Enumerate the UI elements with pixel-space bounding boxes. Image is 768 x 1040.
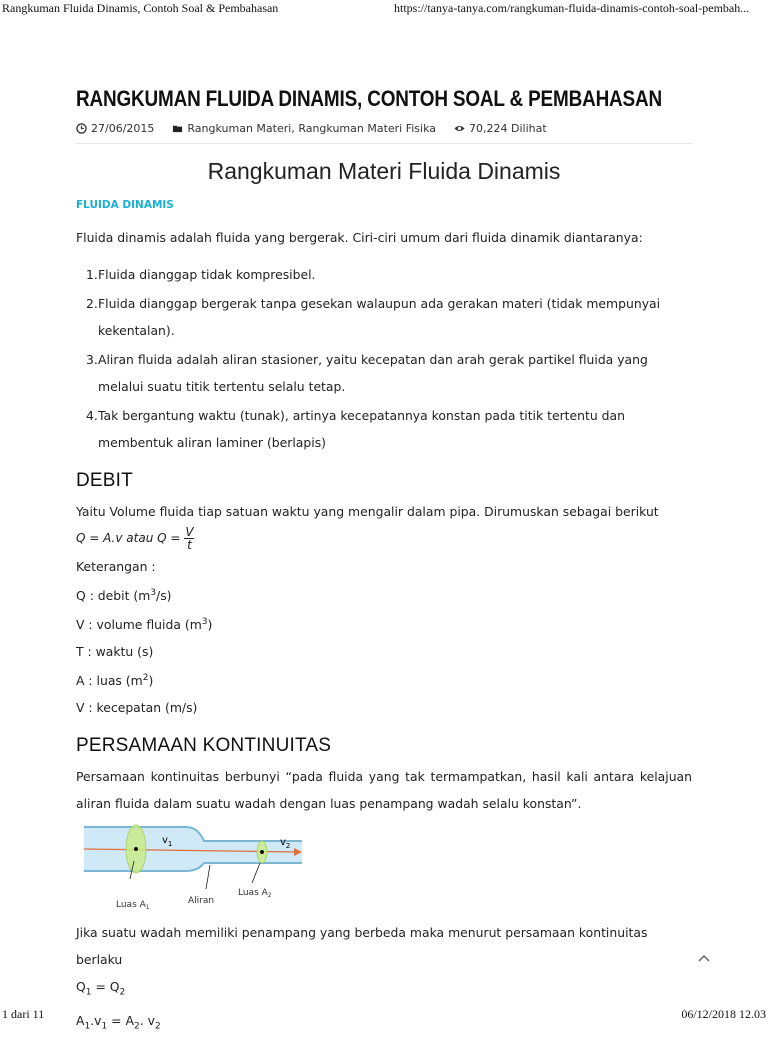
publish-date: 27/06/2015: [91, 122, 155, 135]
legend-a: A : luas $(m^2)$: [76, 673, 154, 689]
v2-label: $v_2$: [280, 837, 291, 851]
kontinuitas-paragraph: Persamaan kontinuitas berbunyi “pada fluida yang tak termampatkan, hasil kali antara kelajuan aliran fluida dalam suatu wadah dengan luas penampang wadah selalu konstan”.: [76, 769, 692, 812]
list-item: [86, 290, 692, 344]
print-page-url: https://tanya-tanya.com/rangkuman-fluida-dinamis-contoh-soal-pembah...: [394, 1, 750, 15]
aliran-label: Aliran: [188, 896, 215, 907]
print-datetime: 06/12/2018 12.03: [681, 1007, 766, 1021]
list-item: [86, 261, 692, 288]
chevron-up-icon[interactable]: [697, 952, 711, 964]
characteristics-list: [76, 261, 692, 456]
lead-title: Rangkuman Materi Fluida Dinamis: [207, 158, 561, 184]
folder-icon: [172, 123, 183, 134]
list-text: Tak bergantung waktu (tunak), artinya kecepatannya konstan pada titik tertentu dan membentuk aliran laminer (berlapis): [98, 408, 625, 450]
legend-q: Q : debit $(m^3/s)$: [76, 588, 172, 604]
kontinuitas-after: Jika suatu wadah memiliki penampang yang berbeda maka menurut persamaan kontinuitas berlaku: [76, 925, 648, 968]
continuity-diagram: [80, 823, 310, 919]
equation-av: $A_1.v_1 = A_2$. $v_2$: [76, 1012, 161, 1032]
list-number: 2.: [86, 296, 98, 311]
equation-q: $Q_1 = Q_2$: [76, 979, 126, 998]
print-footer: [0, 1006, 768, 1024]
print-header: [0, 0, 768, 18]
eye-icon: [454, 123, 465, 134]
luas-a2-label: Luas $A_2$: [238, 888, 272, 900]
debit-heading: DEBIT: [76, 470, 133, 491]
list-number: 3.: [86, 352, 98, 367]
category-links[interactable]: Rangkuman Materi, Rangkuman Materi Fisika: [187, 122, 437, 135]
list-text: Fluida dianggap tidak kompresibel.: [98, 267, 316, 282]
debit-formula: [76, 523, 692, 553]
page-number: 1 dari 11: [2, 1007, 45, 1021]
list-item: [86, 346, 692, 400]
v1-label: $v_1$: [162, 835, 173, 849]
article: [76, 86, 692, 1040]
legend-v: V : volume fluida $(m^3)$: [76, 617, 213, 633]
fraction-numerator: V: [185, 524, 194, 539]
formula-left: Q = A.v atau Q =: [76, 531, 181, 545]
keterangan-label: Keterangan :: [76, 559, 156, 574]
list-text: Aliran fluida adalah aliran stasioner, yaitu kecepatan dan arah gerak partikel fluida yang melalui suatu titik tertentu selalu tetap.: [98, 352, 648, 394]
print-page-title: Rangkuman Fluida Dinamis, Contoh Soal & Pembahasan: [2, 1, 279, 15]
clock-icon: [76, 123, 87, 134]
luas-a1-label: Luas $A_1$: [116, 900, 150, 912]
intro-paragraph: Fluida dinamis adalah fluida yang bergerak. Ciri-ciri umum dari fluida dinamik diantaranya:: [76, 230, 643, 245]
kontinuitas-heading: PERSAMAAN KONTINUITAS: [76, 735, 332, 757]
formula-fraction: [184, 526, 194, 551]
fraction-denominator: t: [187, 537, 192, 552]
list-item: [86, 402, 692, 456]
section-label: FLUIDA DINAMIS: [76, 199, 174, 211]
article-title: RANGKUMAN FLUIDA DINAMIS, CONTOH SOAL & PEMBAHASAN: [76, 86, 662, 111]
view-count: 70,224 Dilihat: [469, 122, 547, 135]
list-number: 4.: [86, 408, 98, 423]
list-number: 1.: [86, 267, 98, 282]
article-meta: [76, 122, 692, 144]
legend-velocity: V : kecepatan (m/s): [76, 700, 198, 716]
list-text: Fluida dianggap bergerak tanpa gesekan walaupun ada gerakan materi (tidak mempunyai kekentalan).: [98, 296, 661, 338]
debit-paragraph: Yaitu Volume fluida tiap satuan waktu yang mengalir dalam pipa. Dirumuskan sebagai berikut: [76, 504, 659, 519]
legend-t: T : waktu (s): [76, 644, 154, 660]
